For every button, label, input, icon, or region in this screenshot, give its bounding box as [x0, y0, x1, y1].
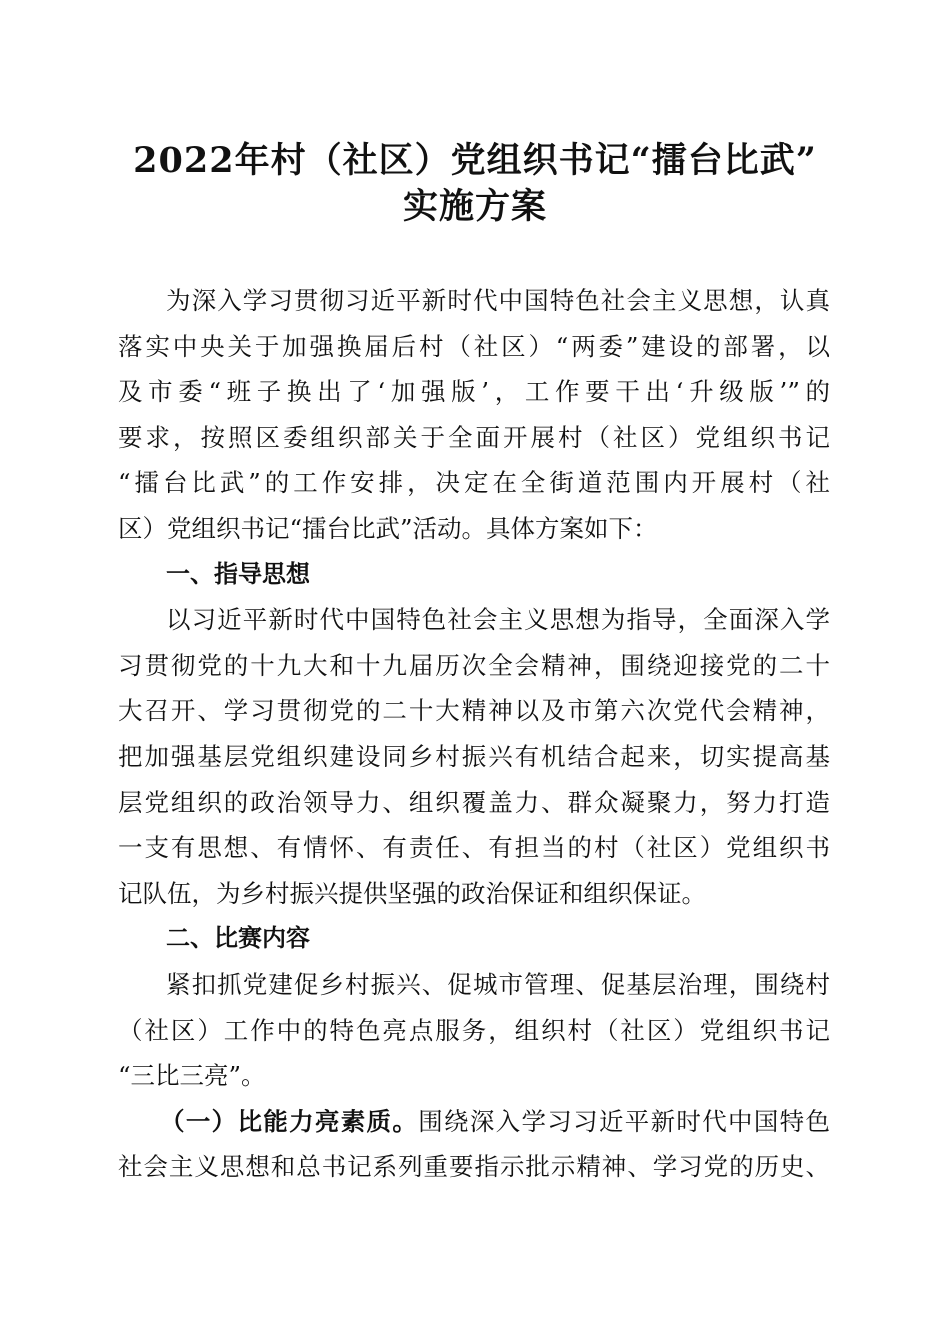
intro-line: 要求，按照区委组织部关于全面开展村（社区）党组织书记: [118, 422, 830, 452]
section-1-line: 层党组织的政治领导力、组织覆盖力、群众凝聚力，努力打造: [118, 787, 830, 817]
document-title-line-1: 2022年村（社区）党组织书记“擂台比武”: [133, 140, 817, 181]
section-2-item-1-lead: （一）比能力亮素质。: [160, 1106, 419, 1136]
section-1-line: 记队伍，为乡村振兴提供坚强的政治保证和组织保证。: [118, 878, 706, 908]
section-1-line: 习贯彻党的十九大和十九届历次全会精神，围绕迎接党的二十: [118, 650, 830, 680]
section-1-line: 大召开、学习贯彻党的二十大精神以及市第六次党代会精神，: [118, 696, 830, 726]
intro-line: 区）党组织书记“擂台比武”活动。具体方案如下：: [118, 513, 658, 543]
intro-line: 落实中央关于加强换届后村（社区）“两委”建设的部署，以: [118, 331, 830, 361]
section-1-heading: 一、指导思想: [166, 559, 310, 588]
intro-line: 及市委“班子换出了‘加强版’，工作要干出‘升级版’”的: [118, 377, 830, 407]
intro-line: 为深入学习贯彻习近平新时代中国特色社会主义思想，认真: [166, 286, 830, 315]
document-body: [118, 278, 830, 1190]
section-1-line: 以习近平新时代中国特色社会主义思想为指导，全面深入学: [166, 605, 830, 635]
document-title-line-2: 实施方案: [402, 186, 547, 227]
section-2-line: （社区）工作中的特色亮点服务，组织村（社区）党组织书记: [118, 1015, 830, 1045]
section-2-item-1-line: 社会主义思想和总书记系列重要指示批示精神、学习党的历史、: [118, 1152, 830, 1182]
section-2-line: 紧扣抓党建促乡村振兴、促城市管理、促基层治理，围绕村: [166, 969, 830, 999]
section-2-heading: 二、比赛内容: [166, 924, 310, 953]
section-2-item-1-text: 围绕深入学习习近平新时代中国特色: [418, 1106, 831, 1136]
section-2-line: “三比三亮”。: [118, 1061, 266, 1091]
section-2-item-1-line: [118, 1099, 830, 1145]
intro-line: “擂台比武”的工作安排，决定在全街道范围内开展村（社: [118, 468, 830, 498]
section-1-line: 把加强基层党组织建设同乡村振兴有机结合起来，切实提高基: [118, 741, 830, 771]
section-1-line: 一支有思想、有情怀、有责任、有担当的村（社区）党组织书: [118, 833, 830, 863]
